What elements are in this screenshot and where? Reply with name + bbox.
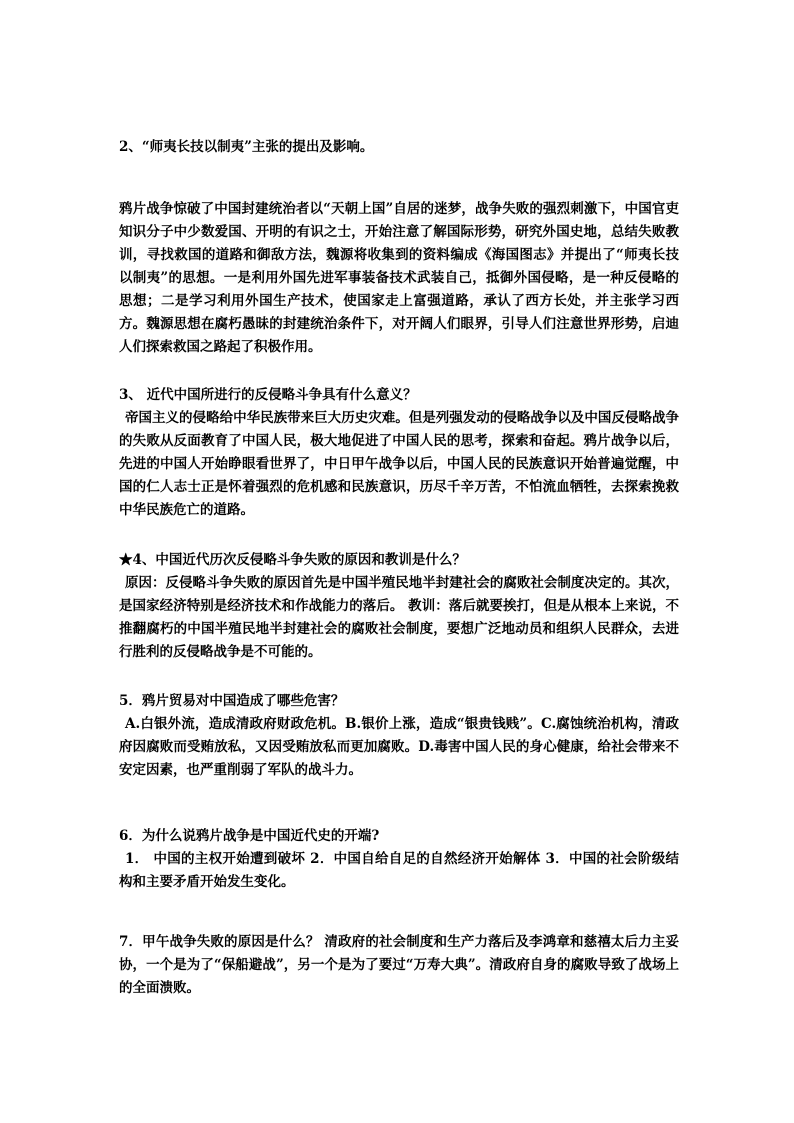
item-4 <box>119 549 679 664</box>
answer-4: 原因：反侵略斗争失败的原因首先是中国半殖民地半封建社会的腐败社会制度决定的。其次，是国家经济特别是经济技术和作战能力的落后。 教训：落后就要挨打，但是从根本上来说，不推翻腐朽的中国半殖民地半封建社会的腐败社会制度，要想广泛地动员和组织人民群众，去进行胜利的反侵略战争是不可能的。 <box>119 575 679 660</box>
question-3: 3、 近代中国所进行的反侵略斗争具有什么意义？ <box>119 387 417 403</box>
item-2-answer <box>119 198 679 359</box>
question-7: 7．甲午战争失败的原因是什么？ 清政府的社会制度和生产力落后及李鸿章和慈禧太后力主妥协，一个是为了“保船避战”，另一个是为了要过“万寿大典”。清政府自身的腐败导致了战场上的全面溃败。 <box>119 934 679 996</box>
answer-6: 1． 中国的主权开始遭到破坏 2．中国自给自足的自然经济开始解体 3．中国的社会阶级结构和主要矛盾开始发生变化。 <box>119 851 679 890</box>
item-2 <box>119 136 679 159</box>
answer-3: 帝国主义的侵略给中华民族带来巨大历史灾难。但是列强发动的侵略战争以及中国反侵略战争的失败从反面教育了中国人民，极大地促进了中国人民的思考，探索和奋起。鸦片战争以后，先进的中国人开始睁眼看世界了，中日甲午战争以后，中国人民的民族意识开始普遍觉醒，中国的仁人志士正是怀着强烈的危机感和民族意识，历尽千辛万苦，不怕流血牺牲，去探索挽救中华民族危亡的道路。 <box>119 410 679 518</box>
answer-5: A.白银外流，造成清政府财政危机。B.银价上涨，造成“银贵钱贱”。C.腐蚀统治机构，清政府因腐败而受贿放私，又因受贿放私而更加腐败。D.毒害中国人民的身心健康，给社会带来不安定因素，也严重削弱了军队的战斗力。 <box>119 716 679 778</box>
item-3 <box>119 384 679 522</box>
item-6 <box>119 825 679 894</box>
question-6: 6．为什么说鸦片战争是中国近代史的开端? <box>119 828 380 844</box>
question-5: 5．鸦片贸易对中国造成了哪些危害？ <box>119 693 345 709</box>
item-7 <box>119 931 679 1000</box>
question-4: ★4、中国近代历次反侵略斗争失败的原因和教训是什么？ <box>119 552 466 568</box>
question-2: 2、“师夷长技以制夷”主张的提出及影响。 <box>119 139 374 155</box>
item-5 <box>119 690 679 782</box>
answer-2: 鸦片战争惊破了中国封建统治者以“天朝上国”自居的迷梦，战争失败的强烈刺激下，中国官吏知识分子中少数爱国、开明的有识之士，开始注意了解国际形势，研究外国史地，总结失败教训，寻找救国的道路和御敌方法，魏源将收集到的资料编成《海国图志》并提出了“师夷长技以制夷”的思想。一是利用外国先进军事装备技术武装自己，抵御外国侵略，是一种反侵略的思想；二是学习利用外国生产技术，使国家走上富强道路，承认了西方长处，并主张学习西方。魏源思想在腐朽愚昧的封建统治条件下，对开阔人们眼界，引导人们注意世界形势，启迪人们探索救国之路起了积极作用。 <box>119 201 679 355</box>
